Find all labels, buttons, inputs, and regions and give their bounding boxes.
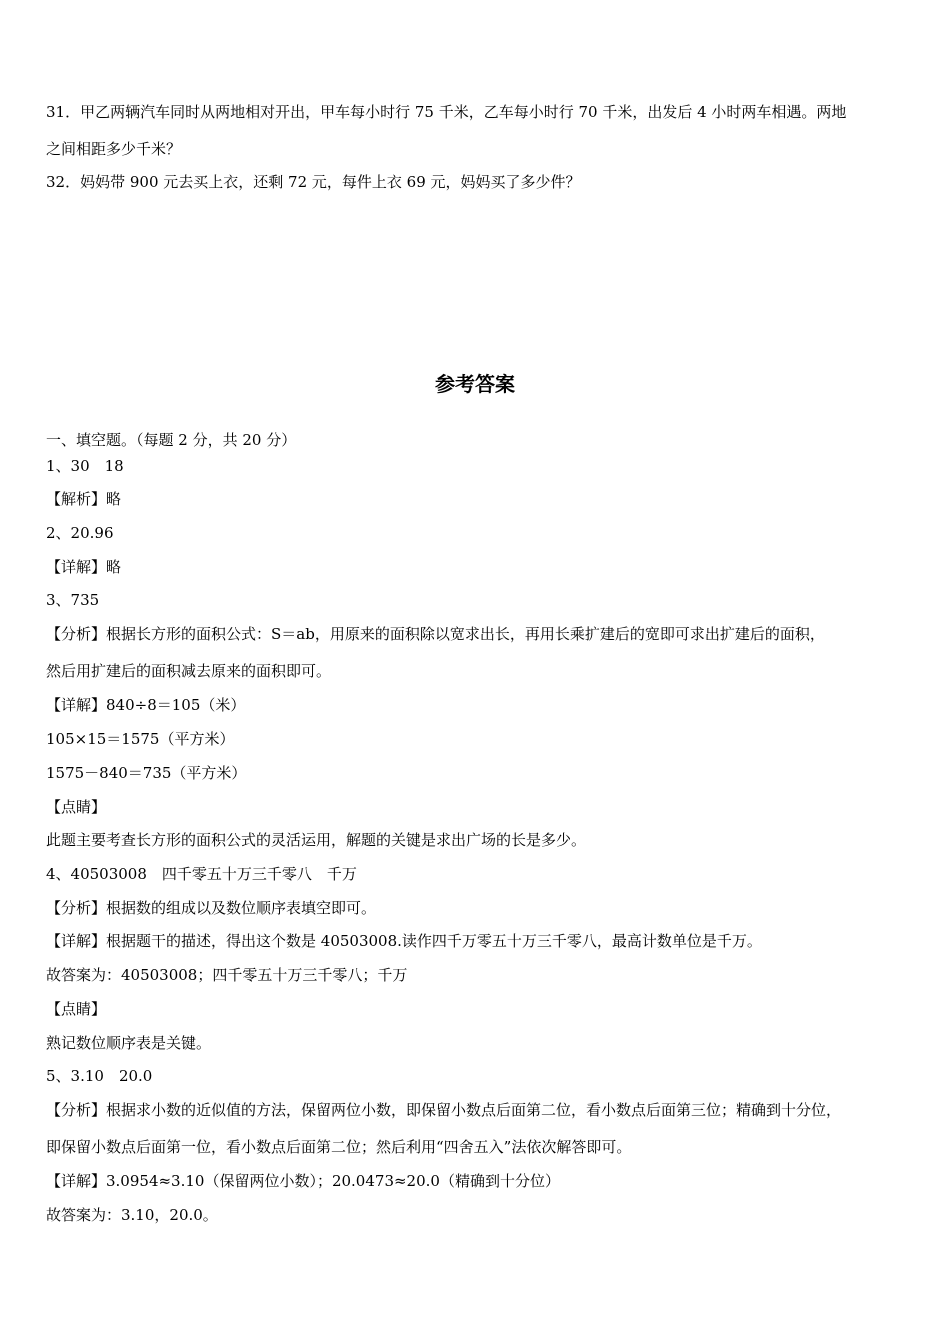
answer-line: 【分析】根据数的组成以及数位顺序表填空即可。 (46, 899, 377, 917)
answer-line: 故答案为：3.10，20.0。 (46, 1206, 218, 1224)
answer-line: 此题主要考查长方形的面积公式的灵活运用，解题的关键是求出广场的长是多少。 (46, 831, 587, 849)
answer-line: 1、30 18 (46, 457, 124, 475)
answer-line: 故答案为：40503008；四千零五十万三千零八；千万 (46, 966, 408, 984)
answer-line: 105×15＝1575（平方米） (46, 730, 235, 748)
answer-line: 【分析】根据长方形的面积公式：S＝ab，用原来的面积除以宽求出长，再用长乘扩建后的宽即可求出扩建后的面积， (46, 625, 825, 643)
answer-line: 2、20.96 (46, 524, 114, 542)
answer-line: 【点睛】 (46, 1000, 107, 1018)
answer-line: 3、735 (46, 591, 100, 609)
answer-line: 【详解】840÷8＝105（米） (46, 696, 246, 714)
answer-line: 【详解】略 (46, 558, 122, 576)
answer-line: 【分析】根据求小数的近似值的方法，保留两位小数，即保留小数点后面第二位，看小数点后面第三位；精确到十分位， (46, 1101, 842, 1119)
answer-line: 【点睛】 (46, 798, 107, 816)
answer-line: 5、3.10 20.0 (46, 1067, 153, 1085)
answer-line: 【解析】略 (46, 490, 122, 508)
question-32: 32．妈妈带 900 元去买上衣，还剩 72 元，每件上衣 69 元，妈妈买了多少件？ (46, 173, 581, 191)
question-31-line-2: 之间相距多少千米？ (46, 140, 182, 158)
answers-title: 参考答案 (435, 372, 515, 396)
answer-line: 熟记数位顺序表是关键。 (46, 1034, 212, 1052)
answer-line: 【详解】根据题干的描述，得出这个数是 40503008.读作四千万零五十万三千零八，最高计数单位是千万。 (46, 932, 762, 950)
section-heading: 一、填空题。（每题 2 分，共 20 分） (46, 431, 297, 449)
answer-line: 1575－840＝735（平方米） (46, 764, 247, 782)
answer-line: 即保留小数点后面第一位，看小数点后面第二位；然后利用“四舍五入”法依次解答即可。 (46, 1138, 632, 1156)
answer-line: 4、40503008 四千零五十万三千零八 千万 (46, 865, 357, 883)
answer-line: 【详解】3.0954≈3.10（保留两位小数）；20.0473≈20.0（精确到十分位） (46, 1172, 560, 1190)
question-31-line-1: 31．甲乙两辆汽车同时从两地相对开出，甲车每小时行 75 千米，乙车每小时行 70 千米，出发后 4 小时两车相遇。两地 (46, 103, 847, 121)
answer-line: 然后用扩建后的面积减去原来的面积即可。 (46, 662, 332, 680)
